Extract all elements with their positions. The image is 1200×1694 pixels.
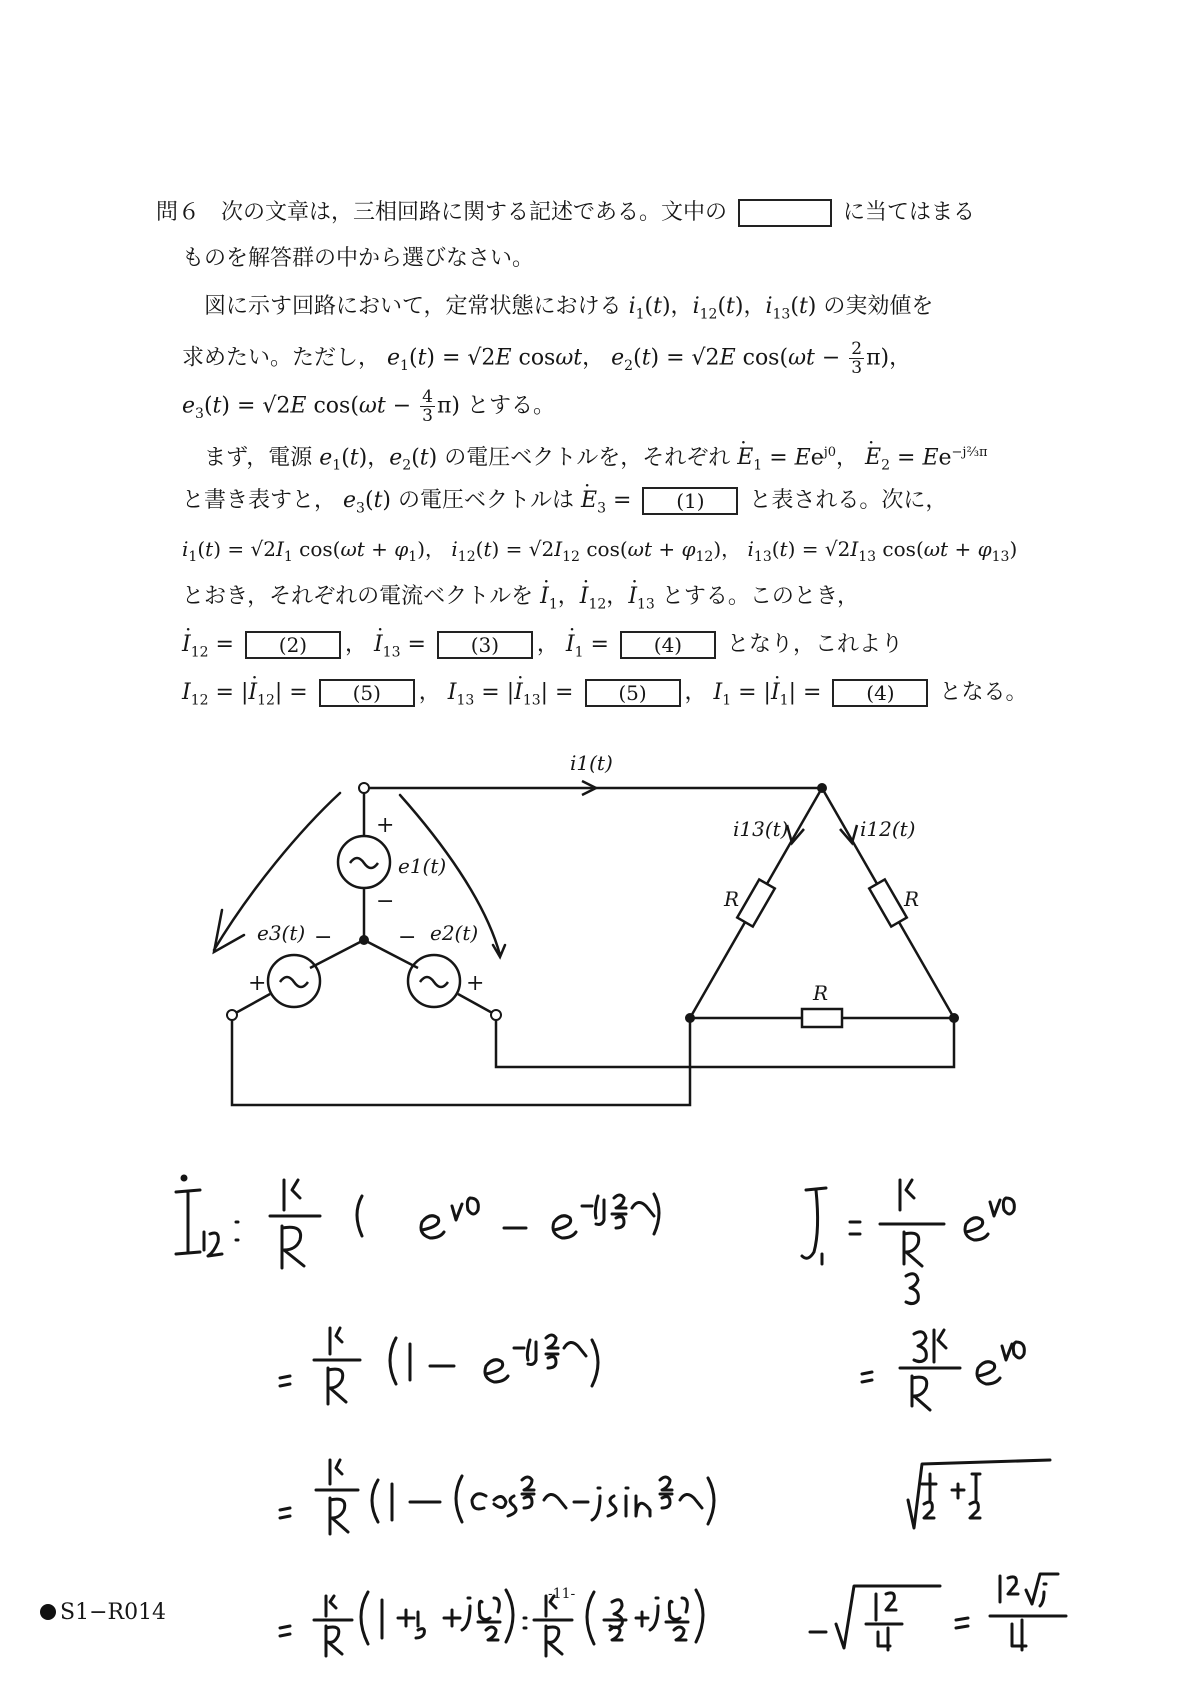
hw-dot xyxy=(182,1176,186,1180)
question-text-1b: に当てはまる xyxy=(843,200,976,225)
label-r-left: R xyxy=(724,887,740,911)
hw-eq-4d xyxy=(956,1618,968,1628)
question-line-10: · $I_{12} = (2)$ ， · $I_{13} = (3)$ ， · $I_1 = (4)$ となり，これより xyxy=(182,628,903,669)
question-text-10c: となり，これより xyxy=(726,632,903,657)
polarity-e1-plus: + xyxy=(376,813,395,838)
answer-box-2: (2) xyxy=(245,631,341,659)
label-i13: i13(t) xyxy=(733,817,789,841)
hw-1-plus-half-j-root3-over-2 xyxy=(361,1590,513,1644)
hw-eq-row2 xyxy=(280,1376,290,1386)
hw-1-minus-3 xyxy=(372,1480,440,1522)
question-text-2: ものを解答群の中から選びなさい。 xyxy=(182,246,535,271)
question-text-7c: と表される。次に， xyxy=(749,488,948,513)
hw-sqrt-12-over-4 xyxy=(836,1586,940,1650)
polarity-e2-plus: + xyxy=(466,971,485,996)
hw-paren-open xyxy=(357,1196,362,1236)
answer-box-5a: (5) xyxy=(319,679,415,707)
hw-eq-row2-right xyxy=(862,1372,872,1382)
question-text-9b: とする。このとき， xyxy=(661,584,859,609)
hw-3E-over-R xyxy=(900,1330,960,1410)
question-text-1a: 次の文章は，三相回路に関する記述である。文中の xyxy=(221,200,728,225)
hw-e-j0 xyxy=(421,1198,478,1238)
question-text-3a: 図に示す回路において，定常状態における xyxy=(204,294,622,319)
hw-3-4-plus-3-4 xyxy=(922,1474,980,1518)
hw-E-over-R xyxy=(270,1180,320,1268)
question-line-7: と書き表すと， $e_3(t)$ の電圧ベクトルは · $E_3 = (1)$ と表される。次に， xyxy=(182,484,947,525)
label-r-bottom: R xyxy=(813,981,829,1005)
label-i12: i12(t) xyxy=(860,817,916,841)
page-number: -11- xyxy=(548,1586,576,1602)
question-line-3: 図に示す回路において，定常状態における $i_1(t)$，$i_{12}(t)$，$i_{13}(t)$ の実効値を xyxy=(204,294,934,323)
hw-colon xyxy=(236,1222,238,1240)
question-text-3b: の実効値を xyxy=(823,294,934,319)
question-line-5: $e_3(t) = √2E$ cos(ωt − $\frac{4}{3}$ π) とする。 xyxy=(182,387,556,426)
question-text-6b: の電圧ベクトルを，それぞれ xyxy=(444,445,731,471)
hw-E-over-R-2 xyxy=(314,1328,360,1404)
hw-e-minus-j-row2 xyxy=(485,1335,598,1386)
hw-eq-4b xyxy=(524,1618,526,1628)
label-e3: e3(t) xyxy=(257,921,306,945)
label-i1: i1(t) xyxy=(570,751,613,775)
polarity-e1-minus: − xyxy=(376,889,395,914)
answer-box-5b: (5) xyxy=(585,679,681,707)
answer-box-1: (1) xyxy=(642,487,738,515)
hw-e-minus-j2-3pi xyxy=(553,1194,659,1238)
label-r-right: R xyxy=(904,887,920,911)
question-text-7b: の電圧ベクトルは xyxy=(397,488,574,513)
hw-J1-symbol xyxy=(802,1188,826,1264)
polarity-e3-plus: + xyxy=(248,971,267,996)
hw-E-over-R-over-3 xyxy=(880,1180,944,1304)
polarity-e3-minus: − xyxy=(314,925,333,950)
footer-code xyxy=(40,1600,166,1625)
label-e1: e1(t) xyxy=(398,854,447,878)
hw-e-j0-b xyxy=(965,1198,1014,1240)
question-text-9a: とおき，それぞれの電流ベクトルを xyxy=(182,584,534,609)
question-text-4a: 求めたい。ただし， xyxy=(182,345,381,371)
hw-E-over-R-4 xyxy=(314,1596,352,1656)
question-line-6: まず，電源 $e_1(t)$，$e_2(t)$ の電圧ベクトルを，それぞれ · $E_1 = Ee^{j0}$， · $E_2 = Ee^{-j\frac{2}{3}\pi}$ xyxy=(204,436,988,483)
question-text-11c: となる。 xyxy=(939,680,1028,705)
hw-E-over-R-4b xyxy=(534,1596,572,1656)
hw-equals-2 xyxy=(850,1222,860,1234)
hw-1-minus xyxy=(390,1338,454,1384)
hw-E-over-R-3 xyxy=(316,1460,358,1534)
question-line-8: $i_1(t) = √2I_1$ $\cos(\omega t + \varphi_1)$， $i_{12}(t) = √2I_{12}$ $\cos(\omega t + \varphi_{12})$， $i_{13}(t) = √2I_{13}$ $\cos(\omega t + \varphi_{13})$ xyxy=(182,537,1018,565)
question-line-4: 求めたい。ただし， $e_1(t) = √2E$ cosωt， $e_2(t) = √2E$ cos⁡(ωt − $\frac{2}{3}$ π)， xyxy=(182,339,912,378)
polarity-e2-minus: − xyxy=(398,925,417,950)
footer-code-text: S1−R014 xyxy=(60,1600,167,1625)
answer-box-4b: (4) xyxy=(832,679,928,707)
hw-eq-row4 xyxy=(280,1626,290,1636)
answer-box-3: (3) xyxy=(437,631,533,659)
hw-sub-12 xyxy=(204,1232,222,1256)
question-text-7a: と書き表すと， xyxy=(182,488,337,513)
question-number: 問６ xyxy=(156,200,201,225)
hw-cos-sin-row3 xyxy=(456,1476,714,1524)
hw-eq-row3 xyxy=(280,1508,290,1518)
hw-3-over-2-plus-j-root3-over-2 xyxy=(587,1590,703,1644)
hw-2-root3-over-2 xyxy=(990,1574,1066,1650)
question-text-5b: とする。 xyxy=(467,393,556,419)
question-text-6a: まず，電源 xyxy=(204,445,313,471)
footer-bullet-icon xyxy=(40,1604,56,1620)
question-line-11: $I_{12}$ = |· $I_{12}| = (5)$ ， $I_{13}$ = |· $I_{13}| = (5)$ ， $I_1$ = |· $I_1| = (4)$ となる。 xyxy=(182,676,1027,717)
hw-e-j0-c xyxy=(977,1342,1024,1384)
hw-I-symbol xyxy=(176,1190,200,1254)
question-line-9: とおき，それぞれの電流ベクトルを · $I_1$，· $I_{12}$，· $I_{13}$ とする。このとき， xyxy=(182,580,859,621)
label-e2: e2(t) xyxy=(430,921,479,945)
answer-box-4: (4) xyxy=(620,631,716,659)
